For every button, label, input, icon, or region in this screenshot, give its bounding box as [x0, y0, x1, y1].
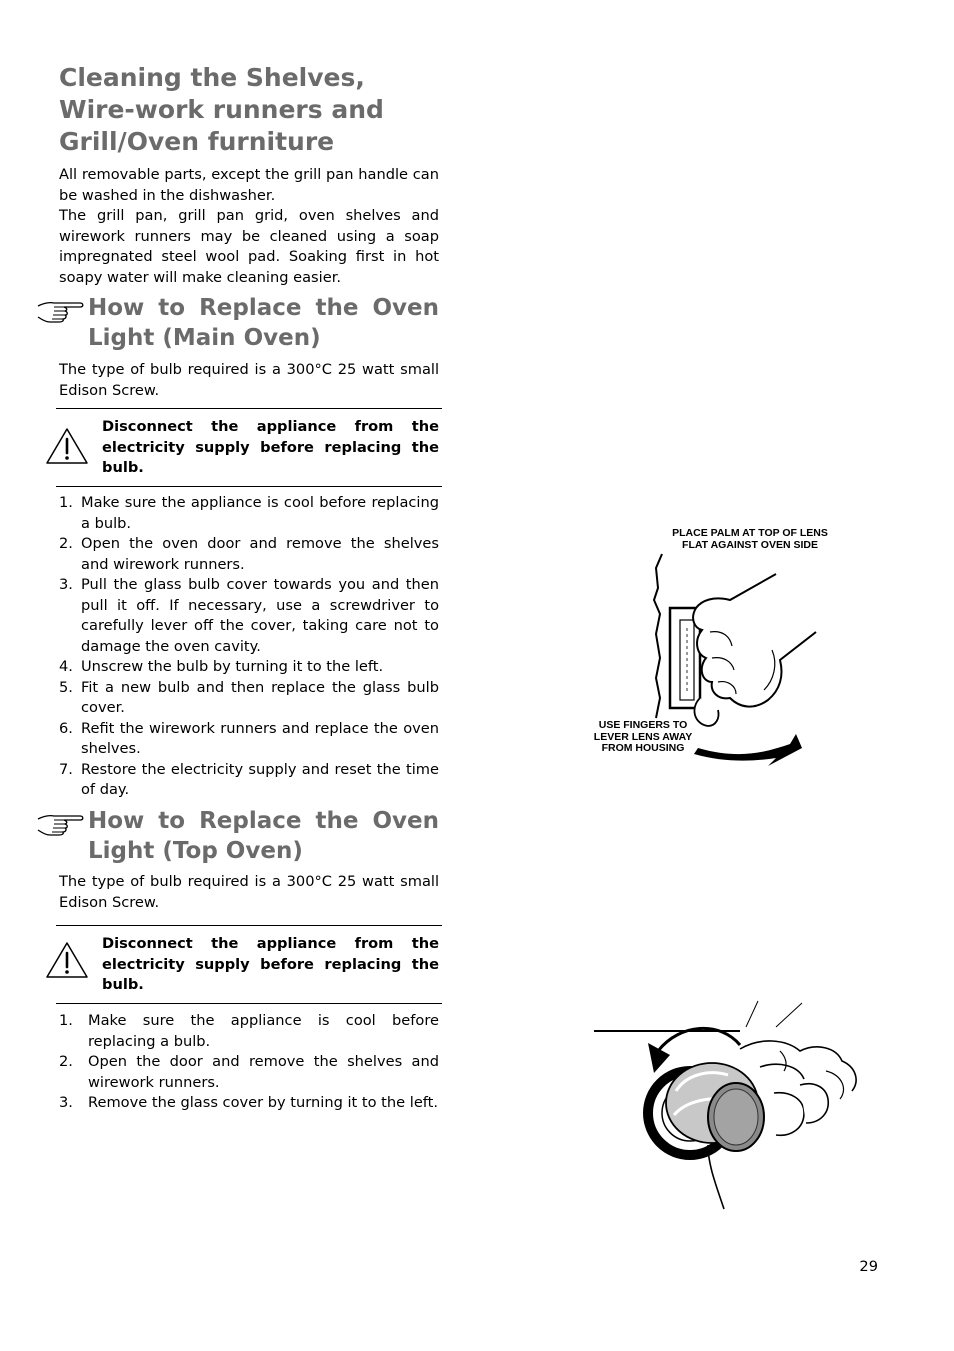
- divider: [56, 408, 442, 409]
- main-oven-warning: Disconnect the appliance from the electricity supply before replacing the bulb.: [102, 418, 439, 476]
- figure-label-line: LEVER LENS AWAY: [593, 730, 693, 743]
- step-text: Open the oven door and remove the shelves and wirework runners.: [81, 535, 439, 573]
- divider: [56, 925, 442, 926]
- top-oven-bulb-type: The type of bulb required is a 300°C 25 watt small Edison Screw.: [59, 873, 439, 911]
- step-number: 3.: [59, 576, 73, 593]
- cleaning-paragraph-dishwasher: All removable parts, except the grill pan handle can be washed in the dishwasher.: [59, 166, 439, 204]
- figure-label-line: FLAT AGAINST OVEN SIDE: [682, 538, 818, 551]
- figure-label-line: FROM HOUSING: [601, 742, 685, 754]
- list-item: [59, 760, 439, 801]
- top-oven-lens-illustration: [590, 995, 870, 1215]
- step-text: Pull the glass bulb cover towards you and then pull it off. If necessary, use a screwdriver to carefully lever off the cover, taking care not to damage the oven cavity.: [81, 576, 439, 655]
- list-item: [59, 1052, 439, 1093]
- list-item: [59, 575, 439, 657]
- list-item: [59, 678, 439, 719]
- list-item: [59, 719, 439, 760]
- list-item: [59, 1093, 439, 1114]
- figure-label-line: USE FINGERS TO: [598, 719, 688, 731]
- step-text: Make sure the appliance is cool before replacing a bulb.: [88, 1012, 439, 1050]
- step-number: 7.: [59, 760, 73, 778]
- step-number: 5.: [59, 678, 73, 696]
- step-text: Fit a new bulb and then replace the glass bulb cover.: [81, 678, 439, 716]
- list-item: [59, 657, 439, 678]
- step-text: Remove the glass cover by turning it to the left.: [88, 1094, 439, 1111]
- step-number: 6.: [59, 719, 73, 737]
- top-oven-warning: Disconnect the appliance from the electricity supply before replacing the bulb.: [102, 935, 439, 993]
- step-number: 1.: [59, 1012, 73, 1029]
- divider: [56, 486, 442, 487]
- step-number: 4.: [59, 658, 73, 675]
- list-item: [59, 493, 439, 534]
- warning-triangle-icon: [45, 427, 89, 465]
- step-number: 2.: [59, 535, 73, 552]
- page-number: 29: [859, 1258, 878, 1275]
- step-number: 3.: [59, 1094, 73, 1111]
- section-title-main-oven-light: How to Replace the Oven Light (Main Oven): [88, 295, 439, 351]
- main-oven-bulb-type: The type of bulb required is a 300°C 25 watt small Edison Screw.: [59, 361, 439, 399]
- section-title-top-oven-light: How to Replace the Oven Light (Top Oven): [88, 808, 439, 864]
- main-oven-steps-list: [59, 493, 439, 801]
- list-item: [59, 1011, 439, 1052]
- warning-triangle-icon: [45, 941, 89, 979]
- pointing-hand-icon: [36, 810, 86, 836]
- step-number: 1.: [59, 494, 73, 511]
- top-oven-steps-list: [59, 1011, 439, 1114]
- step-text: Open the door and remove the shelves and wirework runners.: [88, 1053, 439, 1091]
- pointing-hand-icon: [36, 297, 86, 323]
- step-number: 2.: [59, 1053, 73, 1070]
- step-text: Restore the electricity supply and reset the time of day.: [81, 760, 439, 798]
- step-text: Make sure the appliance is cool before replacing a bulb.: [81, 494, 439, 532]
- section-title-cleaning: Cleaning the Shelves, Wire-work runners and Grill/Oven furniture: [59, 63, 384, 156]
- step-text: Refit the wirework runners and replace the oven shelves.: [81, 719, 439, 757]
- list-item: [59, 534, 439, 575]
- figure-label-line: PLACE PALM AT TOP OF LENS: [672, 527, 828, 539]
- figure-label-fingers: [585, 720, 701, 755]
- divider: [56, 1003, 442, 1004]
- cleaning-paragraph-steel-wool: The grill pan, grill pan grid, oven shelves and wirework runners may be cleaned using a soap impregnated steel wool pad. Soaking first in hot soapy water will make cleaning easier.: [59, 207, 439, 286]
- step-text: Unscrew the bulb by turning it to the left.: [81, 658, 384, 675]
